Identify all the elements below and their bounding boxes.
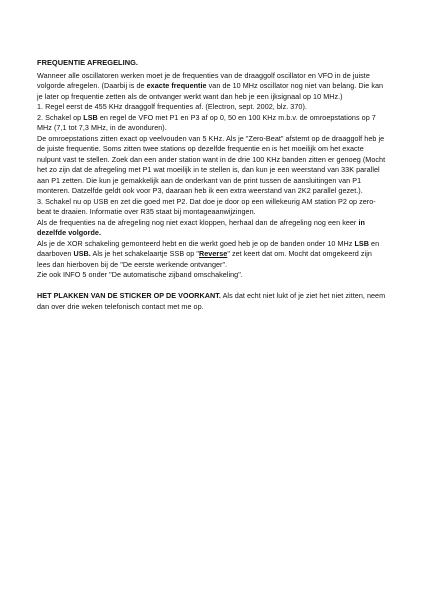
text-run: Als de frequenties na de afregeling nog niet exact kloppen, herhaal dan de afregeling nog een keer (37, 217, 359, 227)
bold-text: LSB (83, 112, 98, 122)
text-run: en daarboven (37, 238, 380, 258)
text-run: Als je de XOR schakeling gemonteerd hebt en die werkt goed heb je op de banden onder 10 MHz (37, 238, 355, 248)
bold-text: HET PLAKKEN VAN DE STICKER OP DE VOORKANT. (37, 291, 221, 300)
bold-text: exacte frequentie (146, 81, 207, 90)
text-run: 1. Regel eerst de 455 KHz draaggolf frequenties af. (Electron, sept. 2002, blz. 370). (37, 102, 307, 111)
paragraph (37, 239, 387, 271)
text-run: " zet keert dat om. Mocht dat omgekeerd zijn lees dan hierboven bij de "De eerste werkende ontvanger". (37, 249, 372, 269)
bold-text: in dezelfde volgorde. (37, 217, 365, 237)
text-run: Als dat echt niet lukt of je ziet het niet zitten, neem dan over drie weken telefonisch contact met me op. (37, 291, 386, 311)
paragraph-gap (37, 281, 387, 292)
text-run: van de 10 MHz oscillator nog niet van belang. Die kan je later op frequentie zetten als de ontvanger werkt want dan heb je een ijksignaal op 10 MHz.) (37, 81, 384, 101)
paragraph (37, 270, 387, 281)
paragraph (37, 197, 387, 218)
bold-text: USB. (73, 249, 91, 258)
paragraph (37, 71, 387, 103)
paragraph (37, 134, 387, 197)
paragraph (37, 102, 387, 113)
paragraph (37, 218, 387, 239)
document-body (37, 58, 387, 312)
paragraph-list (37, 71, 387, 281)
text-run: Zie ook INFO 5 onder "De automatische zijband omschakeling". (37, 270, 243, 279)
text-run: 2. Schakel op (37, 112, 84, 122)
document-title: FREQUENTIE AFREGELING. (37, 58, 139, 67)
text-run: Wanneer alle oscillatoren werken moet je de frequenties van de draaggolf oscillator en VFO in de juiste volgorde afregelen. (Daarbij is de (37, 70, 370, 90)
bold-text: LSB (354, 238, 369, 248)
text-run: De omroepstations zitten exact op veelvouden van 5 KHz. Als je "Zero-Beat" afstemt op de draaggolf heb je de juiste frequentie. Soms zitten twee stations op dezelfde frequentie en is het moeilijk om het exacte nulpunt vast te stellen. Zoek dan een ander station want in de drie 100 KHz banden zitten er genoeg (Mocht het zo zijn dat de afregeling met P1 wat moeilijk in te stellen is, dan kun je een weerstand van 33K parallel aan P1 zetten. Die kun je gemakkelijk aan de onderkant van de print tussen de aansluitingen van P1 monteren. Datzelfde geldt ook voor P3, daaraan heb ik een extra weerstand van 2K2 parallel gezet.). (37, 133, 386, 195)
text-run: 3. Schakel nu op USB en zet die goed met P2. Dat doe je door op een willekeurig AM station P2 op zero-beat te draaien. Informatie over R35 staat bij montageaanwijzingen. (37, 196, 376, 216)
paragraph (37, 113, 387, 134)
text-run: Als je het schakelaartje SSB op " (90, 249, 199, 258)
text-run: en regel de VFO met P1 en P3 af op 0, 50 en 100 KHz m.b.v. de omroepstations op 7 MHz (7,1 tot 7,3 MHz, in de avonduren). (37, 112, 376, 132)
closing-paragraph (37, 291, 387, 312)
bold-text: Reverse (198, 249, 228, 258)
